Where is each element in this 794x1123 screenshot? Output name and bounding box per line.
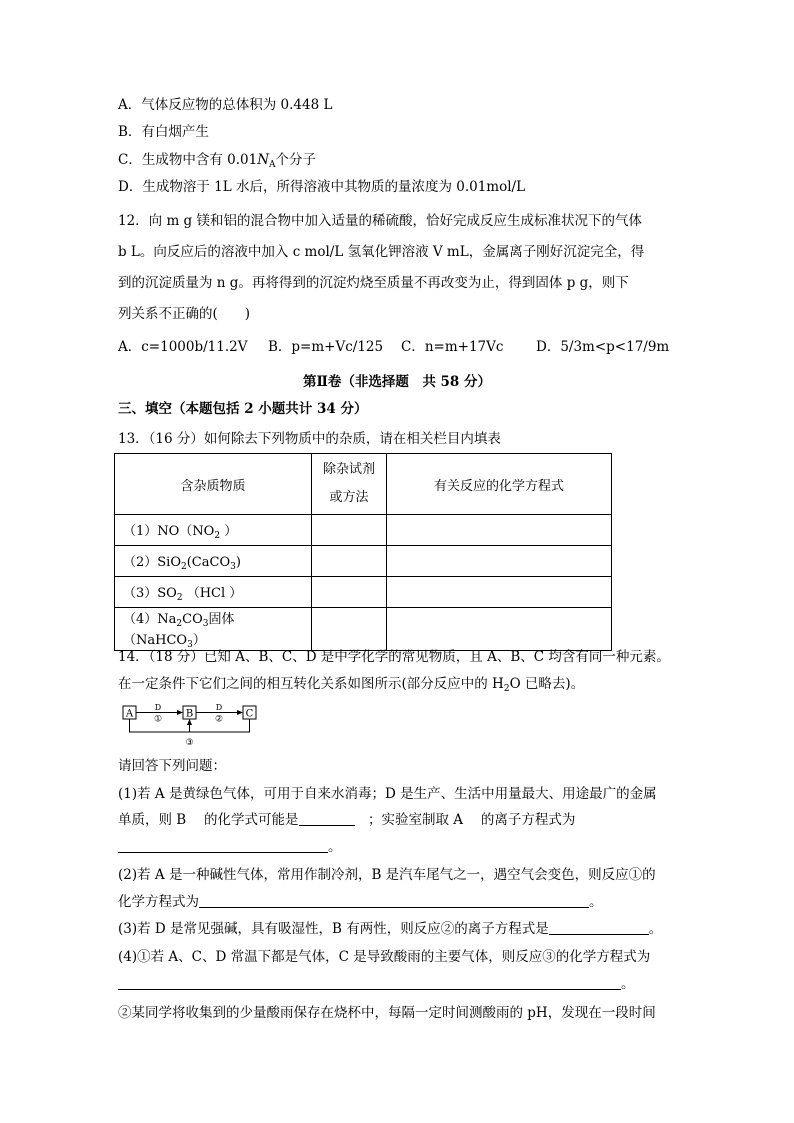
q14-part3: (3)若 D 是常见强碱，具有吸湿性，B 有两性，则反应②的离子方程式是 。 [118, 921, 663, 937]
answer-blank[interactable] [549, 921, 649, 935]
q14-part2-line-1: (2)若 A 是一种碱性气体，常用作制冷剂，B 是汽车尾气之一，遇空气会变色，则反应①的 [118, 867, 656, 883]
q13-row-1-label: $(1)NO(NO_2$ ） [115, 515, 312, 546]
q14-line-2: 在一定条件下它们之间的相互转化关系如图所示(部分反应中的 $H_2O$ 已略去)。 [118, 676, 585, 694]
q12-options [118, 338, 669, 356]
step-2-label: ② [214, 714, 224, 725]
q14-part1-line-1: (1)若 A 是黄绿色气体，可用于自来水消毒；D 是生产、生活中用量最大、用途最广的金属 [118, 786, 657, 802]
q14-line-1: 14．（18 分）已知 A、B、C、D 是中学化学的常见物质，且 A、B、C 均含有同一种元素。 [118, 649, 670, 665]
q13-header-reagent: 除杂试剂 或方法 [312, 454, 387, 515]
label-c: C [245, 708, 254, 720]
q14-prompt: 请回答下列问题： [118, 758, 226, 774]
table-row [115, 577, 612, 608]
q11-option-c: C．生成物中含有 $0.01N_A$个分子 [118, 152, 316, 170]
answer-blank[interactable] [199, 894, 589, 908]
q13-row-2-equation[interactable] [387, 546, 612, 577]
reagent-d-1: D [154, 703, 162, 712]
q12-option-a: A．c=1000b/11.2V [118, 339, 248, 355]
q13-row-4-label: $(4)Na_2CO_3$固体（NaHCO$_3$） [115, 608, 312, 651]
q12-line-2: b L。向反应后的溶液中加入 c mol/L 氢氧化钾溶液 V mL，金属离子刚好沉淀完全，得 [118, 244, 645, 260]
q11-option-b: B．有白烟产生 [118, 124, 209, 140]
q12-option-d: D．5/3m<p<17/9m [536, 339, 670, 355]
q13-intro: 13．（16 分）如何除去下列物质中的杂质，请在相关栏目内填表 [118, 431, 501, 447]
q14-part4-line-2: 。 [118, 975, 635, 993]
q13-row-4-reagent[interactable] [312, 608, 387, 651]
q13-row-4-equation[interactable] [387, 608, 612, 651]
q13-header-equation: 有关反应的化学方程式 [387, 454, 612, 515]
label-a: A [125, 708, 134, 720]
table-row [115, 546, 612, 577]
table-row [115, 515, 612, 546]
q13-table [114, 453, 612, 651]
q13-row-1-equation[interactable] [387, 515, 612, 546]
q13-header-substance: 含杂质物质 [115, 454, 312, 515]
q11-option-a: A．气体反应物的总体积为 0.448 L [118, 97, 333, 113]
answer-blank[interactable] [118, 839, 328, 853]
q13-row-3-label: $(3)SO_2$ （HCl ） [115, 577, 312, 608]
section-title: 第Ⅱ卷（非选择题 共 58 分） [302, 374, 492, 390]
q12-line-1: 12．向 m g 镁和铝的混合物中加入适量的稀硫酸，恰好完成反应生成标准状况下的气体 [118, 213, 642, 229]
arrowhead-3 [187, 719, 192, 725]
q13-row-3-reagent[interactable] [312, 577, 387, 608]
answer-blank[interactable] [118, 976, 621, 990]
q13-row-2-reagent[interactable] [312, 546, 387, 577]
q13-row-2-label: （2）SiO$_2$(CaCO$_3$) [115, 546, 312, 577]
section3-heading: 三、填空（本题包括 2 小题共计 34 分） [118, 401, 368, 417]
arrowhead-2 [237, 710, 243, 715]
q14-part4-line-1: (4)①若 A、C、D 常温下都是气体，C 是导致酸雨的主要气体，则反应③的化学方程式为 [118, 949, 651, 965]
step-3-label: ③ [185, 738, 194, 748]
q14-part4-line-3: ②某同学将收集到的少量酸雨保存在烧杯中，每隔一定时间测酸雨的 pH，发现在一段时间 [118, 1005, 656, 1021]
q13-row-1-reagent[interactable] [312, 515, 387, 546]
conversion-diagram [122, 703, 262, 749]
q14-part2-line-2: 化学方程式为 。 [118, 894, 603, 910]
answer-blank[interactable] [299, 812, 355, 826]
table-row [115, 608, 612, 651]
reagent-d-2: D [215, 703, 223, 712]
q11-option-d: D．生成物溶于 1L 水后，所得溶液中其物质的量浓度为 0.01mol/L [118, 179, 526, 195]
q13-row-3-equation[interactable] [387, 577, 612, 608]
q12-line-4: 列关系不正确的( ) [118, 306, 251, 322]
q12-line-3: 到的沉淀质量为 n g。再将得到的沉淀灼烧至质量不再改变为止，得到固体 p g，则下 [118, 275, 629, 291]
q14-part1-line-3: 。 [118, 838, 342, 856]
arrowhead-1 [177, 710, 183, 715]
label-b: B [185, 708, 194, 720]
q12-option-c: C．n=m+17Vc [401, 339, 504, 355]
q14-part1-line-2: 单质，则 B 的化学式可能是 ；实验室制取 A 的离子方程式为 [118, 812, 576, 828]
step-1-label: ① [153, 714, 163, 725]
q12-option-b: B．p=m+Vc/125 [268, 339, 384, 355]
